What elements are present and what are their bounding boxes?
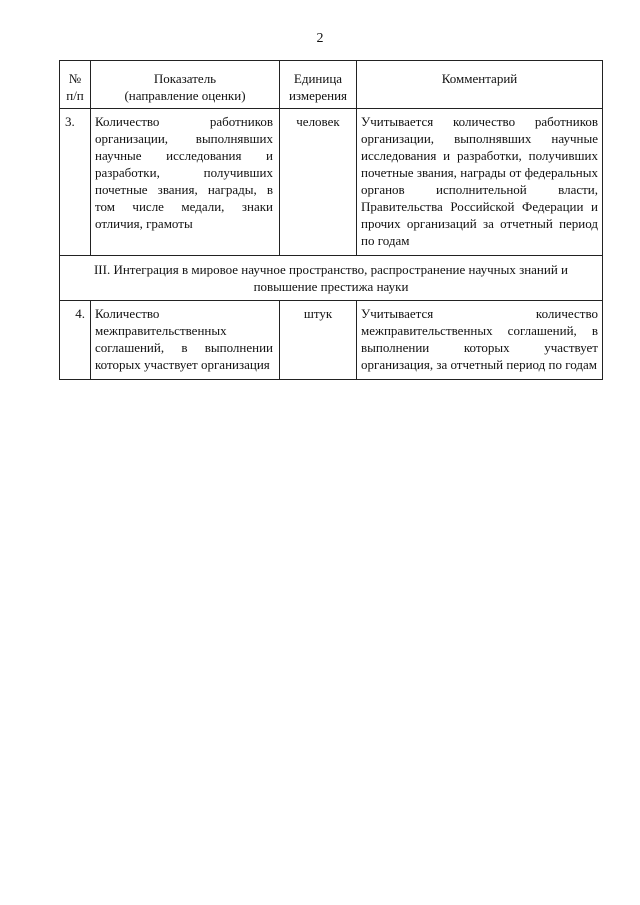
row-comment: Учитывается количество работников организации, выполнявших научные исследования и разработки, получивших почетные звания, награды от федеральных органов исполнительной власти, Правительства Российской Федерации и прочих организаций за отчетный период по годам	[361, 114, 598, 248]
section-heading-cell	[60, 256, 603, 301]
row-indicator-cell	[91, 301, 280, 380]
row-number-cell	[60, 109, 91, 256]
header-indicator-line2: (направление оценки)	[124, 88, 246, 103]
header-number-line2: п/п	[66, 88, 84, 103]
header-unit-line1: Единица	[293, 71, 343, 86]
header-unit	[280, 61, 357, 109]
header-number-line1: №	[68, 71, 82, 86]
table-header-row	[60, 61, 603, 109]
header-unit-line2: измерения	[288, 88, 348, 103]
header-indicator	[91, 61, 280, 109]
header-indicator-line1: Показатель	[153, 71, 217, 86]
row-indicator-cell	[91, 109, 280, 256]
header-comment-text: Комментарий	[441, 71, 518, 86]
row-comment-cell	[357, 301, 603, 380]
row-number: 3.	[65, 114, 75, 129]
page-number: 2	[316, 31, 324, 46]
row-unit: штук	[303, 306, 333, 321]
row-unit-cell	[280, 301, 357, 380]
table-row	[60, 301, 603, 380]
row-indicator: Количество работников организации, выполнявших научные исследования и разработки, получивших почетные звания, награды, в том числе медали, знаки отличия, грамоты	[95, 114, 273, 231]
row-number-cell	[60, 301, 91, 380]
row-comment: Учитывается количество межправительственных соглашений, в выполнении которых участвует организация, за отчетный период по годам	[361, 306, 598, 372]
header-number	[60, 61, 91, 109]
row-comment-cell	[357, 109, 603, 256]
header-comment	[357, 61, 603, 109]
section-heading: III. Интеграция в мировое научное пространство, распространение научных знаний и повышение престижа науки	[93, 262, 569, 294]
row-unit: человек	[296, 114, 340, 129]
indicators-table	[59, 60, 603, 380]
row-number: 4.	[75, 306, 85, 321]
section-heading-row	[60, 256, 603, 301]
row-unit-cell	[280, 109, 357, 256]
table-row	[60, 109, 603, 256]
row-indicator: Количество межправительственных соглашений, в выполнении которых участвует организация	[95, 306, 273, 372]
